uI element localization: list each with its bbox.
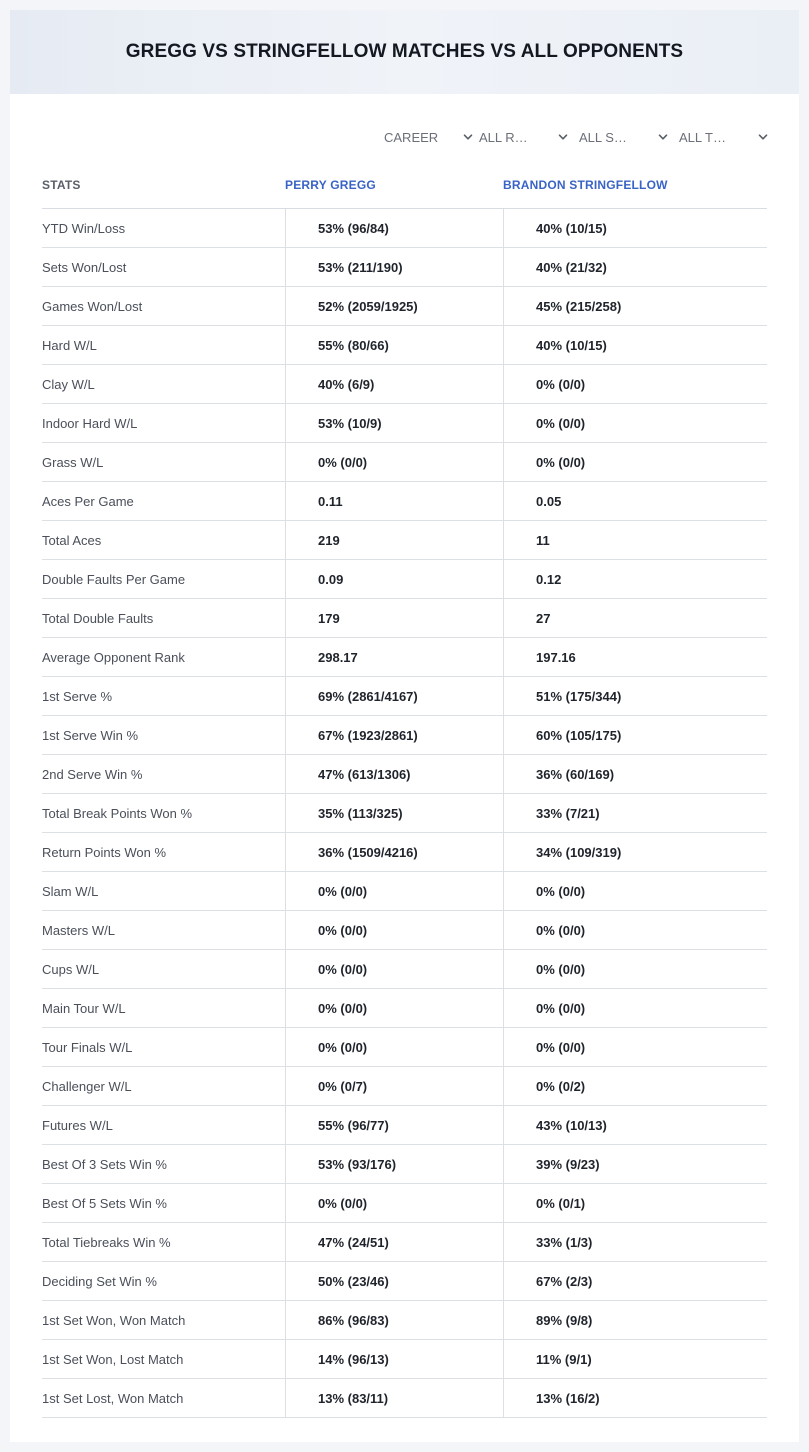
table-row	[42, 950, 767, 989]
stat-label: 1st Serve %	[42, 688, 113, 704]
player2-value: 0% (0/0)	[503, 443, 767, 481]
player1-value: 14% (96/13)	[285, 1340, 503, 1378]
table-row	[42, 287, 767, 326]
player2-value: 34% (109/319)	[503, 833, 767, 871]
stat-label: 2nd Serve Win %	[42, 766, 143, 782]
table-row	[42, 248, 767, 287]
player2-value: 0.05	[503, 482, 767, 520]
player1-value: 0.09	[285, 560, 503, 598]
table-header	[42, 162, 767, 209]
player1-value: 13% (83/11)	[285, 1379, 503, 1417]
table-row	[42, 1184, 767, 1223]
column-header-player1[interactable]: PERRY GREGG	[285, 178, 376, 192]
player1-value: 0% (0/0)	[285, 872, 503, 910]
player2-value: 33% (7/21)	[503, 794, 767, 832]
player2-value: 13% (16/2)	[503, 1379, 767, 1417]
player2-value: 60% (105/175)	[503, 716, 767, 754]
player1-value: 36% (1509/4216)	[285, 833, 503, 871]
player1-value: 55% (96/77)	[285, 1106, 503, 1144]
player1-value: 40% (6/9)	[285, 365, 503, 403]
player2-value: 67% (2/3)	[503, 1262, 767, 1300]
stat-label: Best Of 5 Sets Win %	[42, 1195, 167, 1211]
table-row	[42, 1028, 767, 1067]
player2-value: 27	[503, 599, 767, 637]
player2-value: 0.12	[503, 560, 767, 598]
player1-value: 219	[285, 521, 503, 559]
player2-value: 36% (60/169)	[503, 755, 767, 793]
stat-label: Best Of 3 Sets Win %	[42, 1156, 167, 1172]
player2-value: 0% (0/0)	[503, 404, 767, 442]
stat-label: Sets Won/Lost	[42, 259, 127, 275]
player1-value: 0% (0/0)	[285, 911, 503, 949]
player1-value: 53% (10/9)	[285, 404, 503, 442]
table-row	[42, 1340, 767, 1379]
stat-label: 1st Set Won, Won Match	[42, 1312, 186, 1328]
player2-value: 0% (0/1)	[503, 1184, 767, 1222]
table-row	[42, 872, 767, 911]
player2-value: 0% (0/0)	[503, 950, 767, 988]
table-row	[42, 560, 767, 599]
player2-value: 45% (215/258)	[503, 287, 767, 325]
table-row	[42, 209, 767, 248]
player1-value: 298.17	[285, 638, 503, 676]
filter-label: ALL S…	[579, 129, 627, 145]
table-row	[42, 677, 767, 716]
table-row	[42, 716, 767, 755]
player2-value: 40% (10/15)	[503, 326, 767, 364]
table-row	[42, 794, 767, 833]
stat-label: Total Aces	[42, 532, 102, 548]
stat-label: Indoor Hard W/L	[42, 415, 138, 431]
chevron-down-icon	[462, 131, 474, 143]
player1-value: 0% (0/0)	[285, 1184, 503, 1222]
filter-label: CAREER	[384, 129, 439, 145]
stat-label: Double Faults Per Game	[42, 571, 186, 587]
player1-value: 53% (211/190)	[285, 248, 503, 286]
stat-label: Clay W/L	[42, 376, 95, 392]
filter-label: ALL R…	[479, 129, 528, 145]
player1-value: 67% (1923/2861)	[285, 716, 503, 754]
table-row	[42, 365, 767, 404]
page-header	[10, 10, 799, 94]
stat-label: Slam W/L	[42, 883, 99, 899]
player2-value: 39% (9/23)	[503, 1145, 767, 1183]
filter-bar	[10, 126, 799, 150]
page-title: GREGG VS STRINGFELLOW MATCHES VS ALL OPPONENTS	[125, 41, 684, 62]
player2-value: 40% (21/32)	[503, 248, 767, 286]
player2-value: 0% (0/2)	[503, 1067, 767, 1105]
player2-value: 51% (175/344)	[503, 677, 767, 715]
player2-value: 11% (9/1)	[503, 1340, 767, 1378]
stat-label: Total Break Points Won %	[42, 805, 193, 821]
table-row	[42, 911, 767, 950]
player2-value: 0% (0/0)	[503, 365, 767, 403]
stats-table	[42, 162, 767, 1418]
player1-value: 47% (24/51)	[285, 1223, 503, 1261]
player1-value: 0% (0/0)	[285, 989, 503, 1027]
stat-label: 1st Set Lost, Won Match	[42, 1390, 184, 1406]
table-row	[42, 599, 767, 638]
stat-label: Games Won/Lost	[42, 298, 143, 314]
table-row	[42, 1106, 767, 1145]
table-row	[42, 1379, 767, 1418]
stat-label: Average Opponent Rank	[42, 649, 185, 665]
player2-value: 0% (0/0)	[503, 989, 767, 1027]
player1-value: 0% (0/0)	[285, 443, 503, 481]
table-row	[42, 1223, 767, 1262]
stat-label: Hard W/L	[42, 337, 97, 353]
stat-label: Challenger W/L	[42, 1078, 132, 1094]
chevron-down-icon	[557, 131, 569, 143]
stat-label: Main Tour W/L	[42, 1000, 126, 1016]
table-row	[42, 404, 767, 443]
table-row	[42, 482, 767, 521]
player2-value: 40% (10/15)	[503, 209, 767, 247]
player1-value: 0% (0/0)	[285, 950, 503, 988]
stat-label: Grass W/L	[42, 454, 104, 470]
player2-value: 89% (9/8)	[503, 1301, 767, 1339]
table-row	[42, 833, 767, 872]
column-header-stats: STATS	[42, 178, 81, 192]
stat-label: Deciding Set Win %	[42, 1273, 157, 1289]
stat-label: Masters W/L	[42, 922, 115, 938]
table-row	[42, 989, 767, 1028]
stat-label: Cups W/L	[42, 961, 100, 977]
stat-label: Total Double Faults	[42, 610, 154, 626]
stat-label: Futures W/L	[42, 1117, 113, 1133]
filter-label: ALL T…	[679, 129, 726, 145]
player1-value: 69% (2861/4167)	[285, 677, 503, 715]
player1-value: 50% (23/46)	[285, 1262, 503, 1300]
filter-surfaces-select[interactable]	[579, 126, 669, 148]
filter-rounds-select[interactable]	[479, 126, 569, 148]
stat-label: Total Tiebreaks Win %	[42, 1234, 171, 1250]
player1-value: 0% (0/7)	[285, 1067, 503, 1105]
player1-value: 53% (93/176)	[285, 1145, 503, 1183]
table-body	[42, 209, 767, 1418]
player2-value: 11	[503, 521, 767, 559]
table-row	[42, 326, 767, 365]
filter-tournaments-select[interactable]	[679, 126, 769, 148]
chevron-down-icon	[757, 131, 769, 143]
table-row	[42, 1145, 767, 1184]
player1-value: 0.11	[285, 482, 503, 520]
table-row	[42, 1301, 767, 1340]
table-row	[42, 1067, 767, 1106]
filter-career-select[interactable]	[384, 126, 474, 148]
table-row	[42, 1262, 767, 1301]
player1-value: 0% (0/0)	[285, 1028, 503, 1066]
player2-value: 0% (0/0)	[503, 1028, 767, 1066]
player2-value: 0% (0/0)	[503, 911, 767, 949]
stats-card	[10, 10, 799, 1442]
stat-label: Return Points Won %	[42, 844, 167, 860]
table-row	[42, 521, 767, 560]
player1-value: 86% (96/83)	[285, 1301, 503, 1339]
stat-label: Aces Per Game	[42, 493, 134, 509]
player1-value: 53% (96/84)	[285, 209, 503, 247]
player1-value: 35% (113/325)	[285, 794, 503, 832]
stat-label: Tour Finals W/L	[42, 1039, 133, 1055]
table-row	[42, 443, 767, 482]
stat-label: 1st Serve Win %	[42, 727, 139, 743]
player1-value: 179	[285, 599, 503, 637]
table-row	[42, 755, 767, 794]
player2-value: 33% (1/3)	[503, 1223, 767, 1261]
player1-value: 52% (2059/1925)	[285, 287, 503, 325]
player2-value: 0% (0/0)	[503, 872, 767, 910]
stat-label: 1st Set Won, Lost Match	[42, 1351, 184, 1367]
column-header-player2[interactable]: BRANDON STRINGFELLOW	[503, 178, 668, 192]
chevron-down-icon	[657, 131, 669, 143]
player1-value: 47% (613/1306)	[285, 755, 503, 793]
player1-value: 55% (80/66)	[285, 326, 503, 364]
player2-value: 43% (10/13)	[503, 1106, 767, 1144]
stat-label: YTD Win/Loss	[42, 220, 126, 236]
player2-value: 197.16	[503, 638, 767, 676]
table-row	[42, 638, 767, 677]
